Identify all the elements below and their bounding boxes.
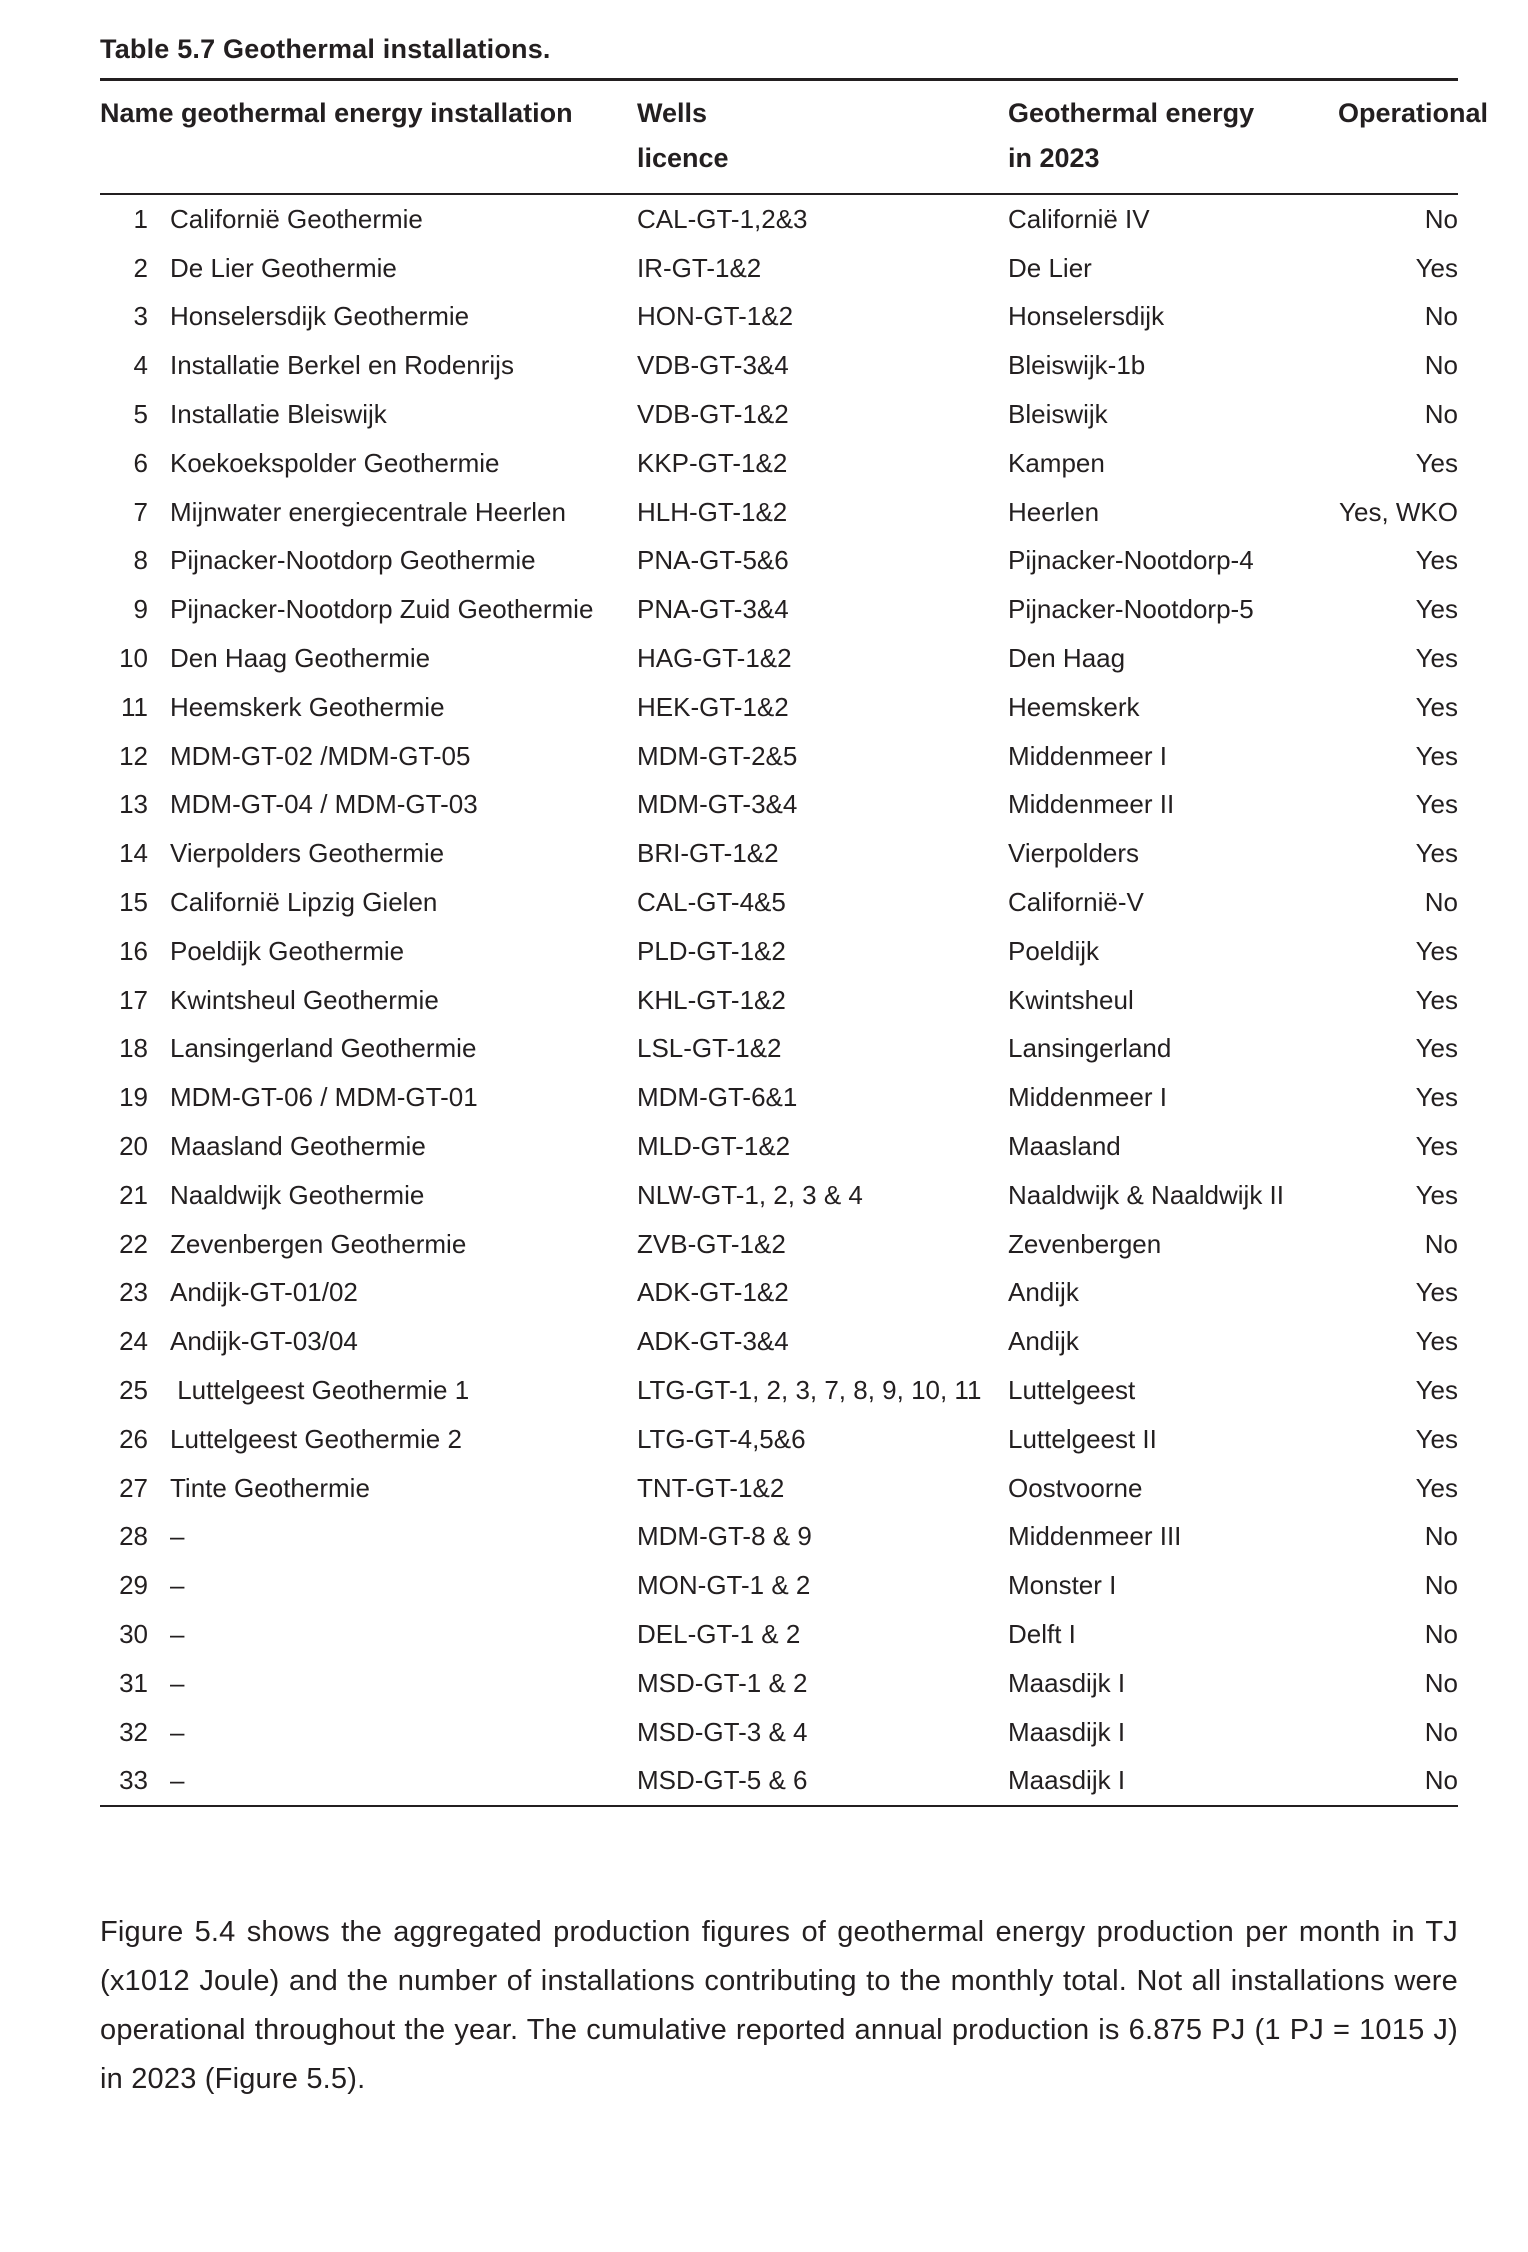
operational-status: Yes <box>1415 838 1458 869</box>
operational-status: Yes <box>1415 1472 1458 1503</box>
wells-licence: MDM-GT-8 & 9 <box>637 1521 812 1552</box>
table-row <box>100 1025 1458 1074</box>
operational-status: No <box>1424 399 1458 430</box>
row-number: 27 <box>119 1472 148 1503</box>
row-number: 4 <box>133 350 148 381</box>
row-number: 20 <box>119 1131 148 1162</box>
operational-status: No <box>1424 1619 1458 1649</box>
installation-name: Californië Geothermie <box>170 203 423 234</box>
operational-status: Yes <box>1415 643 1458 674</box>
row-number: 30 <box>119 1619 148 1649</box>
geothermal-energy-2023: Luttelgeest <box>1008 1375 1136 1406</box>
table-row <box>100 585 1458 634</box>
operational-status: No <box>1424 1570 1458 1601</box>
installation-name: Den Haag Geothermie <box>170 643 431 674</box>
wells-licence: PNA-GT-5&6 <box>637 545 789 576</box>
operational-status: No <box>1424 887 1458 918</box>
table-row <box>100 1269 1458 1318</box>
table-row <box>100 1513 1458 1562</box>
row-number: 31 <box>119 1667 148 1698</box>
row-number: 32 <box>119 1716 148 1747</box>
operational-status: Yes <box>1415 545 1458 576</box>
table-row <box>100 293 1458 342</box>
geothermal-energy-2023: Monster I <box>1008 1570 1117 1601</box>
installation-name: – <box>170 1570 185 1601</box>
geothermal-energy-2023: Vierpolders <box>1008 838 1140 869</box>
wells-licence: TNT-GT-1&2 <box>637 1472 785 1503</box>
wells-licence: HAG-GT-1&2 <box>637 643 792 674</box>
geothermal-energy-2023: Californië IV <box>1008 203 1150 234</box>
row-number: 29 <box>119 1570 148 1601</box>
wells-licence: ADK-GT-1&2 <box>637 1277 789 1308</box>
installation-name: Kwintsheul Geothermie <box>170 984 439 1015</box>
operational-status: No <box>1424 1228 1458 1259</box>
figure-description-paragraph: Figure 5.4 shows the aggregated production figures of geothermal energy production per month in TJ (x1012 Joule) and the number of installations contributing to the monthly total. Not all installations were operational throughout the year. The cumulative reported annual production is 6.875 PJ (1 PJ = 1015 J) in 2023 (Figure 5.5). <box>100 1916 1458 2096</box>
installation-name: Heemskerk Geothermie <box>170 691 445 722</box>
geothermal-energy-2023: Den Haag <box>1008 643 1126 674</box>
installation-name: – <box>170 1521 185 1552</box>
row-number: 13 <box>119 789 148 820</box>
geothermal-energy-2023: Bleiswijk <box>1008 399 1108 430</box>
wells-licence: LSL-GT-1&2 <box>637 1033 782 1064</box>
geothermal-energy-2023: Bleiswijk-1b <box>1008 350 1146 381</box>
wells-licence: MSD-GT-3 & 4 <box>637 1716 808 1747</box>
row-number: 3 <box>133 301 148 332</box>
geothermal-energy-2023: Middenmeer I <box>1008 740 1167 771</box>
installation-name: Mijnwater energiecentrale Heerlen <box>170 496 566 527</box>
operational-status: No <box>1424 301 1458 332</box>
wells-licence: ZVB-GT-1&2 <box>637 1228 786 1259</box>
geothermal-energy-2023: Californië-V <box>1008 887 1144 918</box>
geothermal-energy-2023: Pijnacker-Nootdorp-5 <box>1008 594 1254 625</box>
row-number: 9 <box>133 594 148 625</box>
table-row <box>100 732 1458 781</box>
geothermal-energy-2023: Andijk <box>1008 1277 1079 1308</box>
operational-status: No <box>1424 350 1458 381</box>
wells-licence: HON-GT-1&2 <box>637 301 794 332</box>
wells-licence: MDM-GT-3&4 <box>637 789 798 820</box>
table-row <box>100 1171 1458 1220</box>
table-row <box>100 1757 1458 1806</box>
wells-licence: KKP-GT-1&2 <box>637 447 788 478</box>
geothermal-energy-2023: Pijnacker-Nootdorp-4 <box>1008 545 1254 576</box>
column-header-wells-line1: Wells <box>637 98 708 128</box>
table-row <box>100 1464 1458 1513</box>
installation-name: MDM-GT-02 /MDM-GT-05 <box>170 740 471 771</box>
table-row <box>100 878 1458 927</box>
row-number: 17 <box>119 984 148 1015</box>
row-number: 16 <box>119 935 148 966</box>
installation-name: – <box>170 1619 185 1649</box>
wells-licence: PLD-GT-1&2 <box>637 935 786 966</box>
installation-name: Installatie Berkel en Rodenrijs <box>170 350 514 381</box>
table-title: Table 5.7 Geothermal installations. <box>100 34 551 64</box>
wells-licence: CAL-GT-1,2&3 <box>637 203 808 234</box>
table-row <box>100 976 1458 1025</box>
row-number: 14 <box>119 838 148 869</box>
row-number: 21 <box>119 1179 148 1210</box>
operational-status: No <box>1424 1667 1458 1698</box>
geothermal-energy-2023: De Lier <box>1008 252 1092 283</box>
table-row <box>100 927 1458 976</box>
wells-licence: KHL-GT-1&2 <box>637 984 786 1015</box>
table-row <box>100 1561 1458 1610</box>
operational-status: Yes <box>1415 252 1458 283</box>
row-number: 7 <box>133 496 148 527</box>
wells-licence: DEL-GT-1 & 2 <box>637 1619 801 1649</box>
row-number: 6 <box>133 447 148 478</box>
operational-status: Yes, WKO <box>1339 496 1458 527</box>
operational-status: Yes <box>1415 1033 1458 1064</box>
row-number: 25 <box>119 1375 148 1406</box>
column-header-geothermal-energy <box>1008 91 1338 181</box>
installation-name: Installatie Bleiswijk <box>170 399 387 430</box>
geothermal-energy-2023: Poeldijk <box>1008 935 1100 966</box>
operational-status: Yes <box>1415 935 1458 966</box>
geothermal-energy-2023: Naaldwijk & Naaldwijk II <box>1008 1179 1284 1210</box>
operational-status: Yes <box>1415 1423 1458 1454</box>
geothermal-energy-2023: Heemskerk <box>1008 691 1140 722</box>
row-number: 26 <box>119 1423 148 1454</box>
installation-name: MDM-GT-04 / MDM-GT-03 <box>170 789 478 820</box>
table-body <box>100 195 1458 1805</box>
row-number: 28 <box>119 1521 148 1552</box>
installation-name: Koekoekspolder Geothermie <box>170 447 500 478</box>
row-number: 5 <box>133 399 148 430</box>
wells-licence: MDM-GT-6&1 <box>637 1082 798 1113</box>
geothermal-energy-2023: Maasland <box>1008 1131 1121 1162</box>
installation-name: Luttelgeest Geothermie 1 <box>170 1375 470 1406</box>
geothermal-energy-2023: Kwintsheul <box>1008 984 1134 1015</box>
row-number: 22 <box>119 1228 148 1259</box>
wells-licence: CAL-GT-4&5 <box>637 887 786 918</box>
operational-status: No <box>1424 1521 1458 1552</box>
operational-status: Yes <box>1415 447 1458 478</box>
table-row <box>100 1610 1458 1659</box>
table-header-row <box>100 81 1489 195</box>
installation-name: Andijk-GT-01/02 <box>170 1277 358 1308</box>
table-row <box>100 1073 1458 1122</box>
geothermal-energy-2023: Maasdijk I <box>1008 1667 1126 1698</box>
wells-licence: HEK-GT-1&2 <box>637 691 789 722</box>
installation-name: – <box>170 1667 185 1698</box>
geothermal-energy-2023: Maasdijk I <box>1008 1765 1126 1796</box>
installation-name: Zevenbergen Geothermie <box>170 1228 467 1259</box>
operational-status: Yes <box>1415 984 1458 1015</box>
geothermal-energy-2023: Luttelgeest II <box>1008 1423 1157 1454</box>
operational-status: Yes <box>1415 1131 1458 1162</box>
wells-licence: IR-GT-1&2 <box>637 252 762 283</box>
column-header-operational: Operational <box>1338 98 1489 128</box>
operational-status: Yes <box>1415 1082 1458 1113</box>
installation-name: – <box>170 1765 185 1796</box>
wells-licence: MLD-GT-1&2 <box>637 1131 791 1162</box>
geothermal-energy-2023: Lansingerland <box>1008 1033 1172 1064</box>
installation-name: Vierpolders Geothermie <box>170 838 445 869</box>
column-header-wells-line2: licence <box>637 143 729 173</box>
installation-name: Naaldwijk Geothermie <box>170 1179 425 1210</box>
table-row <box>100 244 1458 293</box>
installation-name: Luttelgeest Geothermie 2 <box>170 1423 462 1454</box>
table-row <box>100 390 1458 439</box>
wells-licence: VDB-GT-1&2 <box>637 399 789 430</box>
table-row <box>100 634 1458 683</box>
installation-name: Honselersdijk Geothermie <box>170 301 470 332</box>
table-row <box>100 1708 1458 1757</box>
installation-name: Pijnacker-Nootdorp Geothermie <box>170 545 536 576</box>
installation-name: Andijk-GT-03/04 <box>170 1326 358 1357</box>
column-header-wells-licence <box>637 91 1008 181</box>
operational-status: No <box>1424 1765 1458 1796</box>
operational-status: Yes <box>1415 691 1458 722</box>
table-row <box>100 1659 1458 1708</box>
installation-name: MDM-GT-06 / MDM-GT-01 <box>170 1082 478 1113</box>
operational-status: Yes <box>1415 1179 1458 1210</box>
wells-licence: VDB-GT-3&4 <box>637 350 789 381</box>
table-row <box>100 439 1458 488</box>
installation-name: Tinte Geothermie <box>170 1472 370 1503</box>
geothermal-energy-2023: Andijk <box>1008 1326 1079 1357</box>
installation-name: Californië Lipzig Gielen <box>170 887 438 918</box>
table-row <box>100 195 1458 244</box>
table-row <box>100 829 1458 878</box>
geothermal-energy-2023: Heerlen <box>1008 496 1100 527</box>
row-number: 2 <box>133 252 148 283</box>
geothermal-energy-2023: Kampen <box>1008 447 1105 478</box>
geothermal-energy-2023: Delft I <box>1008 1619 1076 1649</box>
table-row <box>100 781 1458 830</box>
row-number: 12 <box>119 740 148 771</box>
geothermal-installations-table <box>100 78 1489 1807</box>
table-row <box>100 1220 1458 1269</box>
table-row <box>100 683 1458 732</box>
row-number: 8 <box>133 545 148 576</box>
operational-status: Yes <box>1415 789 1458 820</box>
wells-licence: MON-GT-1 & 2 <box>637 1570 811 1601</box>
row-number: 15 <box>119 887 148 918</box>
table-row <box>100 537 1458 586</box>
wells-licence: ADK-GT-3&4 <box>637 1326 789 1357</box>
row-number: 19 <box>119 1082 148 1113</box>
wells-licence: HLH-GT-1&2 <box>637 496 788 527</box>
table-row <box>100 341 1458 390</box>
table-row <box>100 488 1458 537</box>
wells-licence: MSD-GT-5 & 6 <box>637 1765 808 1796</box>
row-number: 33 <box>119 1765 148 1796</box>
wells-licence: LTG-GT-4,5&6 <box>637 1423 806 1454</box>
operational-status: Yes <box>1415 1277 1458 1308</box>
geothermal-energy-2023: Middenmeer I <box>1008 1082 1167 1113</box>
operational-status: No <box>1424 203 1458 234</box>
table-row <box>100 1366 1458 1415</box>
geothermal-energy-2023: Zevenbergen <box>1008 1228 1162 1259</box>
row-number: 24 <box>119 1326 148 1357</box>
wells-licence: LTG-GT-1, 2, 3, 7, 8, 9, 10, 11 <box>637 1375 982 1406</box>
installation-name: De Lier Geothermie <box>170 252 397 283</box>
geothermal-energy-2023: Oostvoorne <box>1008 1472 1143 1503</box>
geothermal-energy-2023: Maasdijk I <box>1008 1716 1126 1747</box>
wells-licence: MDM-GT-2&5 <box>637 740 798 771</box>
installation-name: Maasland Geothermie <box>170 1131 426 1162</box>
wells-licence: PNA-GT-3&4 <box>637 594 789 625</box>
table-row <box>100 1415 1458 1464</box>
column-header-energy-line1: Geothermal energy <box>1008 98 1255 128</box>
wells-licence: BRI-GT-1&2 <box>637 838 779 869</box>
row-number: 23 <box>119 1277 148 1308</box>
row-number: 10 <box>119 643 148 674</box>
column-header-energy-line2: in 2023 <box>1008 143 1100 173</box>
column-header-name <box>100 91 637 181</box>
installation-name: Pijnacker-Nootdorp Zuid Geothermie <box>170 594 594 625</box>
column-header-name-line1: Name geothermal energy installation <box>100 98 573 128</box>
table-row <box>100 1317 1458 1366</box>
operational-status: Yes <box>1415 1326 1458 1357</box>
geothermal-energy-2023: Honselersdijk <box>1008 301 1165 332</box>
wells-licence: MSD-GT-1 & 2 <box>637 1667 808 1698</box>
operational-status: No <box>1424 1716 1458 1747</box>
row-number: 1 <box>133 203 148 234</box>
row-number: 18 <box>119 1033 148 1064</box>
installation-name: Lansingerland Geothermie <box>170 1033 477 1064</box>
installation-name: – <box>170 1716 185 1747</box>
installation-name: Poeldijk Geothermie <box>170 935 405 966</box>
operational-status: Yes <box>1415 740 1458 771</box>
table-row <box>100 1122 1458 1171</box>
geothermal-energy-2023: Middenmeer II <box>1008 789 1175 820</box>
operational-status: Yes <box>1415 1375 1458 1406</box>
row-number: 11 <box>121 691 148 722</box>
wells-licence: NLW-GT-1, 2, 3 & 4 <box>637 1179 863 1210</box>
geothermal-energy-2023: Middenmeer III <box>1008 1521 1182 1552</box>
document-page <box>100 34 1489 2133</box>
operational-status: Yes <box>1415 594 1458 625</box>
